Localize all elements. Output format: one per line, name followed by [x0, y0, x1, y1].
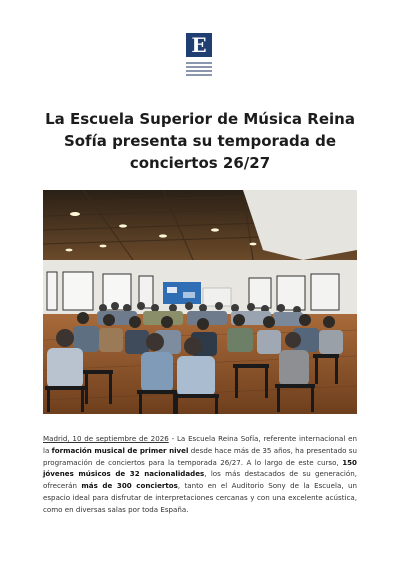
body-fragment-3: , los más destacados de su generación, ofrecerán [43, 469, 357, 491]
body-bold-2: 150 jóvenes músicos de 32 nacionalidades [43, 457, 357, 479]
logo-wordmark [186, 60, 212, 78]
body-bold-3: más de 300 conciertos [81, 481, 178, 491]
page-title: La Escuela Superior de Música Reina Sofía presenta su temporada de conciertos 26/27 [45, 110, 355, 172]
body-fragment-4: , tanto en el Auditorio Sony de la Escuela, un espacio ideal para disfrutar de interpretaciones cercanas y con una excelente acústica, como en diversas salas por toda España. [43, 481, 357, 514]
concert-hall-photo [43, 190, 357, 414]
body-fragment-1: - La Escuela Reina Sofía, referente internacional en la [43, 434, 358, 455]
press-release-body [43, 433, 357, 516]
logo-emblem [186, 33, 212, 57]
body-fragment-2: desde hace más de 35 años, ha presentado su programación de conciertos para la temporada 26/27. A lo largo de este curso, [43, 445, 357, 467]
school-logo [186, 33, 212, 83]
body-bold-1: formación musical de primer nivel [51, 445, 189, 455]
logo-letter: E [191, 33, 207, 57]
dateline: Madrid, 10 de septiembre de 2026 [43, 434, 169, 443]
photo-illustration [43, 190, 357, 414]
